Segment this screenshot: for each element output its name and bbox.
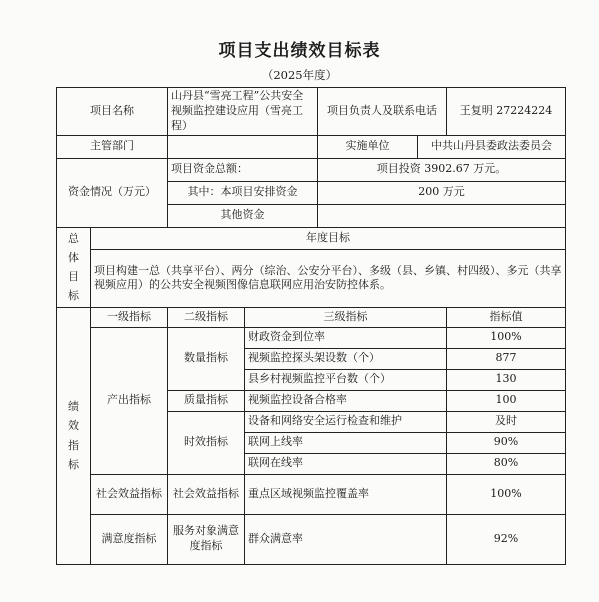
- fiscal-year: （2025年度）: [261, 68, 338, 82]
- funds-total-value: 项目投资 3902.67 万元。: [318, 158, 566, 181]
- department-label: 主管部门: [57, 135, 168, 158]
- quality-indicator-label: 质量指标: [168, 390, 245, 411]
- indicator-name: 视频监控探头架设数（个）: [245, 348, 447, 369]
- performance-goal-table: [56, 87, 566, 565]
- annual-goal-text: 项目构建一总（共享平台）、两分（综治、公安分平台）、多级（县、乡镇、村四级）、多元（共享视频应用）的公共安全视频图像信息联网应用治安防控体系。: [91, 250, 566, 307]
- indicator-value: 80%: [447, 453, 566, 474]
- indicator-name: 联网上线率: [245, 432, 447, 453]
- department-value: [168, 135, 318, 158]
- funds-label: 资金情况（万元）: [57, 158, 168, 227]
- indicator-name: 设备和网络安全运行检查和维护: [245, 411, 447, 432]
- performance-indicators-label: 绩 效 指 标: [57, 307, 91, 564]
- level2-header: 二级指标: [168, 307, 245, 327]
- indicator-name: 县乡村视频监控平台数（个）: [245, 369, 447, 390]
- funds-total-label: 项目资金总额：: [168, 158, 318, 181]
- indicator-value: 90%: [447, 432, 566, 453]
- indicator-value-header: 指标值: [447, 307, 566, 327]
- indicator-value: 100%: [447, 474, 566, 514]
- implementing-unit-value: 中共山丹县委政法委员会: [418, 135, 566, 158]
- output-indicator-label: 产出指标: [91, 327, 168, 474]
- satisfaction-level2: 服务对象满意度指标: [168, 514, 245, 564]
- indicator-name: 财政资金到位率: [245, 327, 447, 348]
- social-benefit-level2: 社会效益指标: [168, 474, 245, 514]
- project-name-value: 山丹县“雪亮工程”公共安全视频监控建设应用（雪亮工程）: [168, 88, 318, 136]
- satisfaction-level1: 满意度指标: [91, 514, 168, 564]
- page-title: 项目支出绩效目标表: [218, 41, 381, 61]
- level1-header: 一级指标: [91, 307, 168, 327]
- annual-goal-header: 年度目标: [91, 227, 566, 250]
- funds-this-label: 其中：本项目安排资金: [168, 181, 318, 204]
- funds-total-row: [57, 158, 566, 181]
- level3-header: 三级指标: [245, 307, 447, 327]
- table-row: [57, 327, 566, 348]
- indicator-name: 群众满意率: [245, 514, 447, 564]
- timeliness-indicator-label: 时效指标: [168, 411, 245, 474]
- indicator-value: 100%: [447, 327, 566, 348]
- quantity-indicator-label: 数量指标: [168, 327, 245, 390]
- goal-text-row: [57, 250, 566, 307]
- indicator-value: 100: [447, 390, 566, 411]
- indicator-value: 130: [447, 369, 566, 390]
- indicator-header-row: [57, 307, 566, 327]
- project-name-label: 项目名称: [57, 88, 168, 136]
- funds-other-value: [318, 204, 566, 227]
- funds-other-label: 其他资金: [168, 204, 318, 227]
- leader-value: 王复明 27224224: [447, 88, 566, 136]
- indicator-name: 联网在线率: [245, 453, 447, 474]
- goal-header-row: [57, 227, 566, 250]
- social-benefit-level1: 社会效益指标: [91, 474, 168, 514]
- funds-this-value: 200 万元: [318, 181, 566, 204]
- project-name-row: [57, 88, 566, 136]
- indicator-value: 877: [447, 348, 566, 369]
- indicator-value: 92%: [447, 514, 566, 564]
- indicator-value: 及时: [447, 411, 566, 432]
- table-row: [57, 514, 566, 564]
- overall-goal-label: 总 体 目 标: [57, 227, 91, 307]
- leader-label: 项目负责人及联系电话: [318, 88, 447, 136]
- implementing-unit-label: 实施单位: [318, 135, 418, 158]
- indicator-name: 视频监控设备合格率: [245, 390, 447, 411]
- table-row: [57, 474, 566, 514]
- department-row: [57, 135, 566, 158]
- indicator-name: 重点区域视频监控覆盖率: [245, 474, 447, 514]
